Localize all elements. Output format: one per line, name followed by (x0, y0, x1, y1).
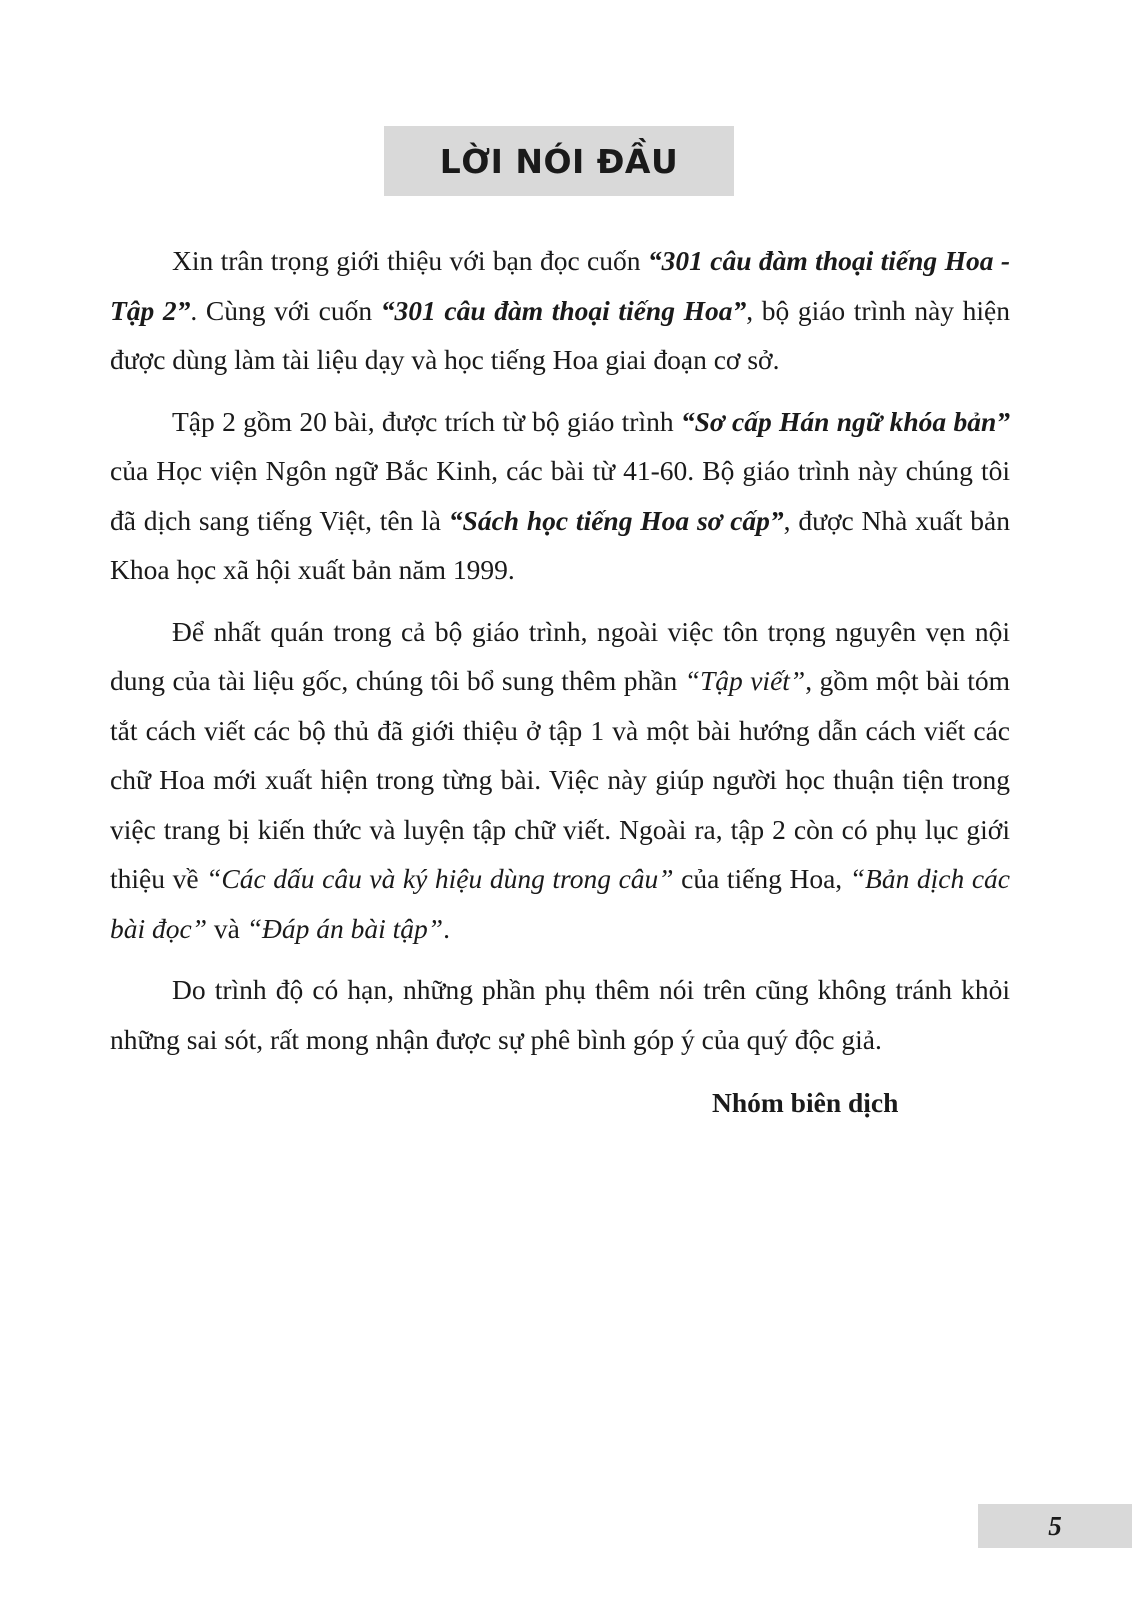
section-name-emphasis: “Tập viết” (684, 665, 806, 696)
text-segment: , được Nhà xuất bản Khoa học xã hội xuất bản năm 1999. (110, 504, 1011, 585)
text-segment: Tập 2 gồm 20 bài, được trích từ bộ giáo trình (172, 405, 681, 437)
paragraph-2 (110, 397, 1010, 595)
text-segment: . (443, 912, 450, 944)
text-segment: của Học viện Ngôn ngữ Bắc Kinh, các bài từ 41-60. Bộ giáo trình này chúng tôi đã dịch sang tiếng Việt, tên là (110, 455, 1010, 536)
text-segment: , gồm một bài tóm tắt cách viết các bộ thủ đã giới thiệu ở tập 1 và một bài hướng dẫn cách viết các chữ Hoa mới xuất hiện trong từng bài. Việc này giúp người học thuận tiện trong việc trang bị kiến thức và luyện tập chữ viết. Ngoài ra, tập 2 còn có phụ lục giới thiệu về (110, 665, 1010, 894)
book-title-emphasis: “301 câu đàm thoại tiếng Hoa” (380, 294, 747, 326)
text-segment: Do trình độ có hạn, những phần phụ thêm nói trên cũng không tránh khỏi những sai sót, rất mong nhận được sự phê bình góp ý của quý độc giả. (110, 974, 1010, 1055)
title-banner (384, 126, 734, 196)
section-name-emphasis: “Các dấu câu và ký hiệu dùng trong câu” (206, 863, 674, 894)
text-segment: của tiếng Hoa, (673, 863, 850, 894)
section-name-emphasis: “Đáp án bài tập” (246, 912, 444, 944)
text-segment: và (207, 912, 247, 944)
page-title: LỜI NÓI ĐẦU (439, 141, 679, 181)
paragraph-4 (110, 965, 1010, 1064)
preface-body (110, 236, 1010, 1076)
book-title-emphasis: “Sách học tiếng Hoa sơ cấp” (448, 504, 784, 536)
text-segment: Xin trân trọng giới thiệu với bạn đọc cuốn (172, 245, 648, 276)
section-name-emphasis: “Bản dịch các bài đọc” (110, 863, 1010, 944)
paragraph-1 (110, 236, 1010, 385)
signature: Nhóm biên dịch (712, 1087, 899, 1118)
page-number: 5 (1048, 1510, 1062, 1541)
book-title-emphasis: “Sơ cấp Hán ngữ khóa bản” (680, 405, 1010, 437)
paragraph-3 (110, 607, 1010, 954)
text-segment: Để nhất quán trong cả bộ giáo trình, ngoài việc tôn trọng nguyên vẹn nội dung của tài liệu gốc, chúng tôi bổ sung thêm phần (110, 615, 1010, 696)
text-segment: . Cùng với cuốn (190, 294, 381, 326)
book-title-emphasis: “301 câu đàm thoại tiếng Hoa - Tập 2” (110, 245, 1010, 326)
page-number-box (978, 1504, 1132, 1548)
text-segment: , bộ giáo trình này hiện được dùng làm tài liệu dạy và học tiếng Hoa giai đoạn cơ sở. (110, 294, 1011, 375)
